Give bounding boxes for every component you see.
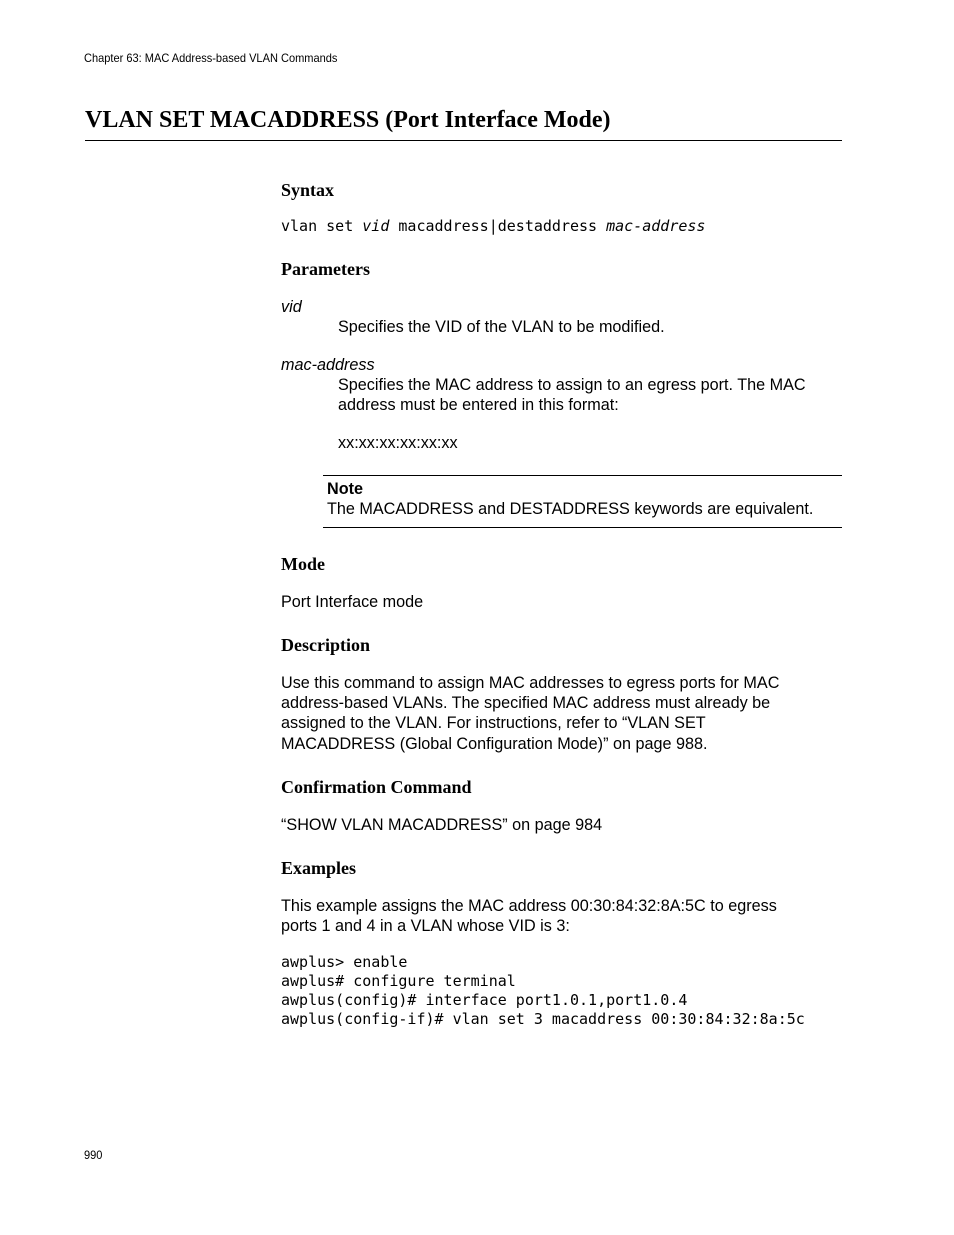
title-rule	[85, 140, 842, 141]
examples-line: This example assigns the MAC address 00:30:84:32:8A:5C to egress	[281, 897, 777, 915]
mode-text: Port Interface mode	[281, 593, 424, 611]
code-line: awplus(config)# interface port1.0.1,port1.0.4	[281, 991, 688, 1009]
syntax-heading: Syntax	[281, 180, 335, 200]
page-title: VLAN SET MACADDRESS (Port Interface Mode)	[85, 107, 611, 133]
syntax-param-vid: vid	[362, 217, 390, 235]
page-number: 990	[84, 1148, 103, 1162]
description-line: MACADDRESS (Global Configuration Mode)” on page 988.	[281, 735, 708, 753]
mac-address-format: xx:xx:xx:xx:xx:xx	[338, 434, 458, 452]
param-description-mac-line2: address must be entered in this format:	[338, 396, 619, 414]
syntax-param-mac-address: mac-address	[606, 217, 706, 235]
running-header: Chapter 63: MAC Address-based VLAN Commands	[84, 51, 338, 65]
confirmation-link[interactable]: “SHOW VLAN MACADDRESS” on page 984	[281, 816, 603, 834]
examples-line: ports 1 and 4 in a VLAN whose VID is 3:	[281, 917, 570, 935]
mode-heading: Mode	[281, 554, 325, 574]
syntax-line	[281, 217, 705, 236]
description-line: address-based VLANs. The specified MAC address must already be	[281, 694, 771, 712]
note-label: Note	[327, 480, 363, 498]
syntax-keyword-2: macaddress|destaddress	[389, 217, 607, 235]
description-heading: Description	[281, 635, 370, 655]
param-name-mac-address: mac-address	[281, 356, 375, 374]
description-line: assigned to the VLAN. For instructions, refer to “VLAN SET	[281, 714, 706, 732]
param-description-vid: Specifies the VID of the VLAN to be modified.	[338, 318, 665, 336]
code-line: awplus(config-if)# vlan set 3 macaddress 00:30:84:32:8a:5c	[281, 1010, 805, 1028]
note-box	[323, 475, 842, 528]
examples-heading: Examples	[281, 858, 357, 878]
parameters-heading: Parameters	[281, 259, 370, 279]
code-line: awplus# configure terminal	[281, 972, 516, 990]
syntax-keyword-1: vlan set	[281, 217, 363, 235]
description-line: Use this command to assign MAC addresses to egress ports for MAC	[281, 674, 780, 692]
code-line: awplus> enable	[281, 953, 408, 971]
param-name-vid: vid	[281, 298, 302, 316]
note-text: The MACADDRESS and DESTADDRESS keywords are equivalent.	[327, 500, 814, 518]
param-description-mac-line1: Specifies the MAC address to assign to an egress port. The MAC	[338, 376, 806, 394]
confirmation-heading: Confirmation Command	[281, 777, 472, 797]
